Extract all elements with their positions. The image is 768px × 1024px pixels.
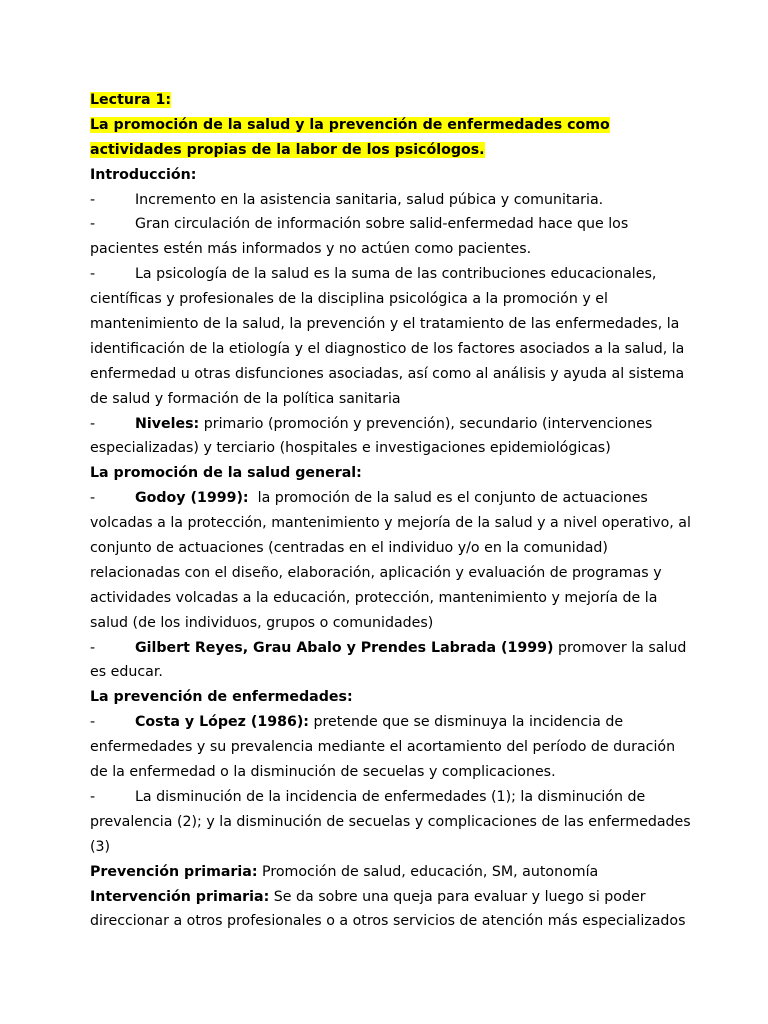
- line-text: direccionar a otros profesionales o a otros servicios de atención más especializados: [90, 913, 686, 930]
- line-text: Gran circulación de información sobre salid-enfermedad hace que los: [135, 216, 629, 233]
- line-text: mantenimiento de la salud, la prevención y el tratamiento de las enfermedades, la: [90, 316, 680, 333]
- bold-label: Intervención primaria:: [90, 888, 270, 905]
- bold-label: Godoy (1999):: [135, 490, 249, 507]
- paragraph-line: [90, 287, 682, 312]
- bullet-item: [90, 262, 682, 287]
- line-text: Incremento en la asistencia sanitaria, salud púbica y comunitaria.: [135, 191, 604, 208]
- paragraph-line: [90, 810, 691, 835]
- line-text: pretende que se disminuya la incidencia de: [308, 714, 624, 731]
- highlighted-title: Lectura 1:: [90, 92, 172, 108]
- paragraph-line: [90, 337, 685, 362]
- bold-label: Prevención primaria:: [90, 863, 258, 880]
- paragraph-line: [90, 885, 682, 910]
- line-text: enfermedad u otras disfunciones asociadas, así como al análisis y ayuda al sistema: [90, 365, 685, 382]
- line-text: es educar.: [90, 664, 163, 681]
- section-heading: [90, 685, 682, 710]
- paragraph-line: [90, 312, 682, 337]
- paragraph-line: [90, 586, 682, 611]
- line-text: científicas y profesionales de la disciplina psicológica a la promoción y el: [90, 291, 608, 308]
- heading-text: La prevención de enfermedades:: [90, 689, 353, 706]
- line-text: actividades volcadas a la educación, protección, mantenimiento y mejoría de la: [90, 589, 658, 606]
- paragraph-line: [90, 561, 682, 586]
- bullet-item: [90, 412, 682, 437]
- bold-label: Gilbert Reyes, Grau Abalo y Prendes Labrada (1999): [135, 639, 554, 656]
- section-heading: [90, 113, 682, 138]
- line-text: primario (promoción y prevención), secundario (intervenciones: [199, 415, 653, 432]
- bullet-dash: -: [90, 639, 96, 656]
- line-text: La psicología de la salud es la suma de las contribuciones educacionales,: [135, 266, 657, 283]
- line-text: La disminución de la incidencia de enfermedades (1); la disminución de: [135, 788, 646, 805]
- line-text: de la enfermedad o la disminución de secuelas y complicaciones.: [90, 764, 556, 781]
- bullet-dash: -: [90, 714, 96, 731]
- line-text: especializadas) y terciario (hospitales e investigaciones epidemiológicas): [90, 440, 611, 457]
- bullet-item: [90, 710, 682, 735]
- section-heading: [90, 461, 682, 486]
- paragraph-line: [90, 387, 682, 412]
- heading-text: La promoción de la salud general:: [90, 465, 362, 482]
- paragraph-line: [90, 511, 691, 536]
- heading-text: Introducción:: [90, 166, 197, 183]
- highlighted-title: La promoción de la salud y la prevención de enfermedades como: [90, 116, 610, 133]
- paragraph-line: [90, 860, 682, 885]
- document-body: [90, 88, 691, 934]
- bullet-dash: -: [90, 415, 96, 432]
- line-text: enfermedades y su prevalencia mediante el acortamiento del período de duración: [90, 739, 676, 756]
- line-text: volcadas a la protección, mantenimiento y mejoría de la salud y a nivel operativo, al: [90, 515, 691, 532]
- line-text: identificación de la etiología y el diagnostico de los factores asociados a la salud, la: [90, 340, 685, 357]
- bold-label: Niveles:: [135, 415, 200, 432]
- line-text: de salud y formación de la política sanitaria: [90, 390, 401, 407]
- paragraph-line: [90, 611, 682, 636]
- line-text: Promoción de salud, educación, SM, autonomía: [257, 863, 599, 880]
- bullet-dash: -: [90, 490, 96, 507]
- line-text: conjunto de actuaciones (centradas en el individuo y/o en la comunidad): [90, 540, 608, 557]
- section-heading: [90, 163, 682, 188]
- paragraph-line: [90, 835, 682, 860]
- bullet-item: [90, 486, 682, 511]
- bullet-item: [90, 785, 682, 810]
- paragraph-line: [90, 436, 682, 461]
- bullet-dash: -: [90, 266, 96, 283]
- bullet-dash: -: [90, 191, 96, 208]
- line-text: relacionadas con el diseño, elaboración, aplicación y evaluación de programas y: [90, 564, 662, 581]
- bold-label: Costa y López (1986):: [135, 714, 309, 731]
- paragraph-line: [90, 237, 682, 262]
- paragraph-line: [90, 909, 686, 934]
- paragraph-line: [90, 735, 682, 760]
- bullet-item: [90, 212, 682, 237]
- line-text: Se da sobre una queja para evaluar y luego si poder: [269, 888, 646, 905]
- bullet-item: [90, 636, 687, 661]
- paragraph-line: [90, 660, 682, 685]
- paragraph-line: [90, 760, 682, 785]
- bullet-dash: -: [90, 788, 96, 805]
- bullet-item: [90, 188, 682, 213]
- line-text: la promoción de la salud es el conjunto de actuaciones: [248, 490, 648, 507]
- section-heading: [90, 88, 682, 113]
- paragraph-line: [90, 536, 682, 561]
- paragraph-line: [90, 362, 685, 387]
- line-text: salud (de los individuos, grupos o comunidades): [90, 614, 434, 631]
- line-text: pacientes estén más informados y no actúen como pacientes.: [90, 241, 532, 258]
- line-text: (3): [90, 838, 111, 855]
- highlighted-title: actividades propias de la labor de los psicólogos.: [90, 141, 485, 158]
- line-text: prevalencia (2); y la disminución de secuelas y complicaciones de las enfermedades: [90, 813, 691, 830]
- section-heading: [90, 138, 682, 163]
- line-text: promover la salud: [553, 639, 687, 656]
- bullet-dash: -: [90, 216, 96, 233]
